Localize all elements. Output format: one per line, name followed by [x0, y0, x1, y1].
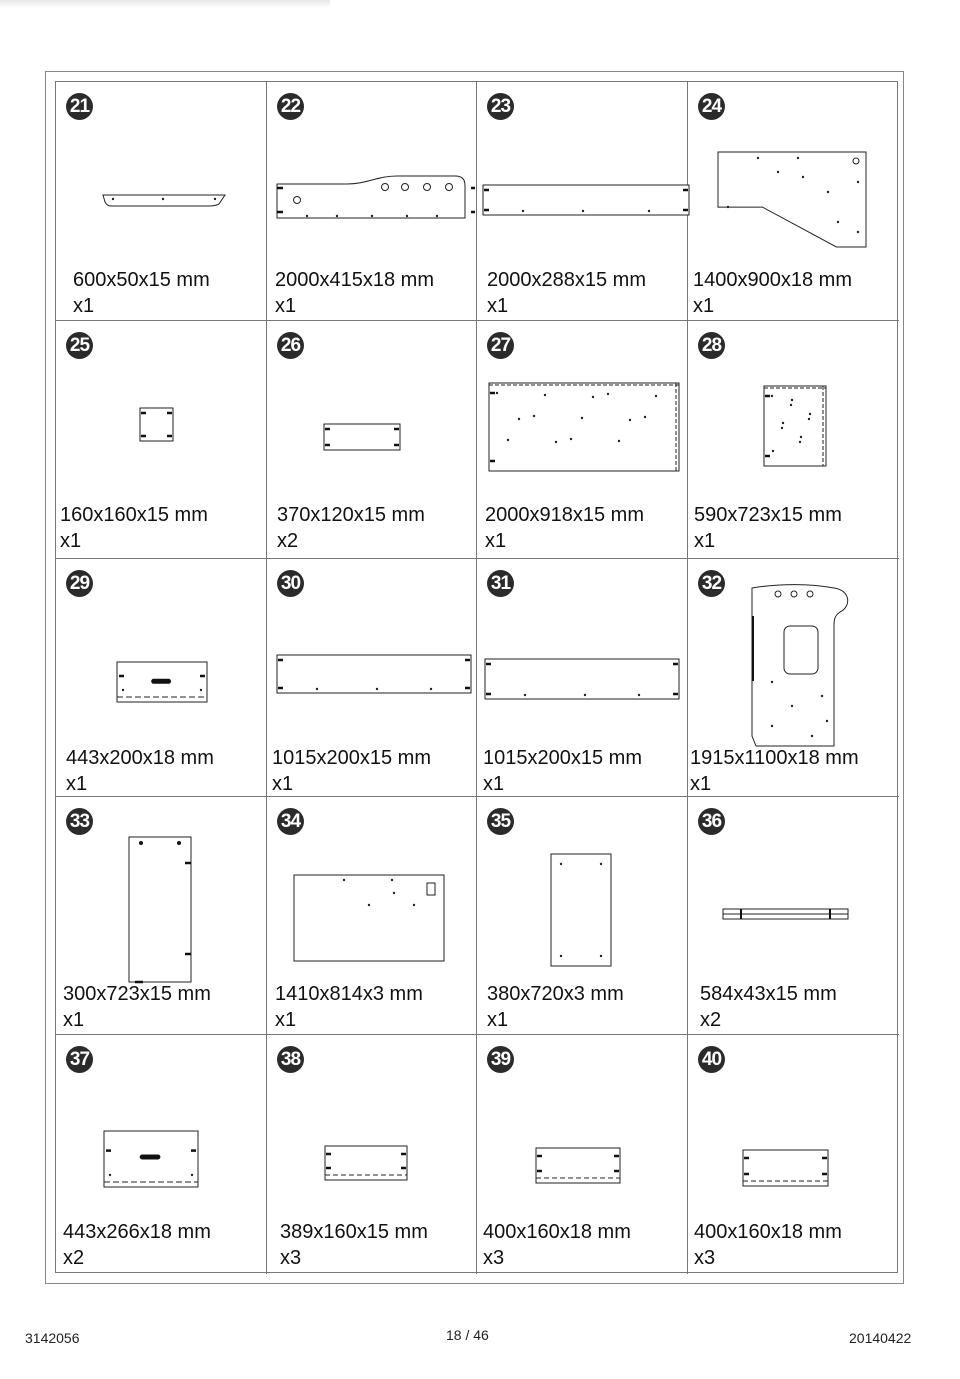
part-dimensions: 370x120x15 mm [277, 504, 425, 526]
part-dimensions: 443x200x18 mm [66, 747, 214, 769]
part-cell [477, 321, 688, 559]
part-cell [56, 1035, 267, 1274]
part-cell [267, 1035, 477, 1274]
part-number-badge: 21 [66, 93, 93, 120]
part-dimensions: 1915x1100x18 mm [690, 747, 859, 769]
part-number-badge: 39 [487, 1046, 514, 1073]
part-number-badge: 24 [698, 93, 725, 120]
part-drawing [324, 424, 400, 450]
part-drawing [117, 662, 207, 702]
part-drawing [723, 909, 848, 919]
part-drawing [752, 586, 854, 746]
part-quantity: x1 [272, 773, 294, 795]
part-quantity: x1 [693, 295, 715, 317]
part-quantity: x3 [483, 1247, 505, 1269]
part-dimensions: 400x160x18 mm [694, 1221, 842, 1243]
part-dimensions: 1015x200x15 mm [483, 747, 642, 769]
part-drawing [129, 837, 191, 982]
part-quantity: x1 [487, 1009, 509, 1031]
part-number-badge: 30 [277, 570, 304, 597]
part-drawing [294, 875, 444, 961]
part-drawing [325, 1146, 407, 1180]
part-quantity: x1 [690, 773, 712, 795]
top-fade [0, 0, 330, 8]
part-cell [267, 797, 477, 1035]
part-cell [688, 82, 899, 321]
parts-grid [55, 81, 898, 1273]
part-cell [267, 321, 477, 559]
part-dimensions: 389x160x15 mm [280, 1221, 428, 1243]
part-quantity: x1 [485, 530, 507, 552]
part-quantity: x1 [275, 1009, 297, 1031]
part-drawing [536, 1148, 620, 1183]
part-cell [267, 82, 477, 321]
part-quantity: x3 [280, 1247, 302, 1269]
part-cell [477, 82, 688, 321]
document-date: 20140422 [849, 1330, 912, 1346]
part-quantity: x1 [275, 295, 297, 317]
part-cell [267, 559, 477, 797]
part-drawing [743, 1150, 828, 1186]
part-cell [56, 321, 267, 559]
part-quantity: x1 [487, 295, 509, 317]
part-number-badge: 33 [66, 808, 93, 835]
page-number: 18 / 46 [446, 1327, 489, 1343]
part-dimensions: 1400x900x18 mm [693, 269, 852, 291]
part-drawing [485, 659, 679, 699]
part-cell [56, 82, 267, 321]
part-drawing [104, 1131, 198, 1187]
part-number-badge: 35 [487, 808, 514, 835]
part-cell [688, 559, 899, 797]
part-number-badge: 29 [66, 570, 93, 597]
part-number-badge: 28 [698, 332, 725, 359]
part-dimensions: 584x43x15 mm [700, 983, 837, 1005]
part-quantity: x1 [483, 773, 505, 795]
part-drawing [140, 408, 173, 441]
part-cell [56, 559, 267, 797]
part-quantity: x1 [60, 530, 82, 552]
part-cell [688, 797, 899, 1035]
part-number-badge: 27 [487, 332, 514, 359]
part-dimensions: 380x720x3 mm [487, 983, 624, 1005]
part-drawing [718, 152, 866, 247]
part-cell [477, 559, 688, 797]
part-dimensions: 2000x288x15 mm [487, 269, 646, 291]
part-number-badge: 26 [277, 332, 304, 359]
part-number-badge: 40 [698, 1046, 725, 1073]
part-quantity: x2 [63, 1247, 85, 1269]
part-drawing [277, 182, 475, 218]
part-dimensions: 2000x918x15 mm [485, 504, 644, 526]
part-dimensions: 300x723x15 mm [63, 983, 211, 1005]
part-cell [56, 797, 267, 1035]
part-quantity: x1 [694, 530, 716, 552]
part-dimensions: 2000x415x18 mm [275, 269, 434, 291]
part-number-badge: 38 [277, 1046, 304, 1073]
part-number-badge: 37 [66, 1046, 93, 1073]
part-dimensions: 443x266x18 mm [63, 1221, 211, 1243]
part-cell [477, 797, 688, 1035]
document-number: 3142056 [25, 1330, 80, 1346]
part-quantity: x3 [694, 1247, 716, 1269]
part-number-badge: 31 [487, 570, 514, 597]
part-dimensions: 1015x200x15 mm [272, 747, 431, 769]
part-number-badge: 34 [277, 808, 304, 835]
part-cell [477, 1035, 688, 1274]
part-cell [688, 321, 899, 559]
part-cell [688, 1035, 899, 1274]
part-quantity: x2 [700, 1009, 722, 1031]
part-dimensions: 590x723x15 mm [694, 504, 842, 526]
part-dimensions: 1410x814x3 mm [275, 983, 423, 1005]
part-number-badge: 32 [698, 570, 725, 597]
part-quantity: x2 [277, 530, 299, 552]
part-number-badge: 25 [66, 332, 93, 359]
part-dimensions: 600x50x15 mm [73, 269, 210, 291]
part-number-badge: 23 [487, 93, 514, 120]
part-quantity: x1 [66, 773, 88, 795]
part-number-badge: 36 [698, 808, 725, 835]
part-drawing [103, 194, 225, 206]
part-number-badge: 22 [277, 93, 304, 120]
part-quantity: x1 [73, 295, 95, 317]
part-drawing [551, 854, 611, 966]
part-drawing [483, 185, 689, 215]
part-dimensions: 160x160x15 mm [60, 504, 208, 526]
part-drawing [489, 383, 679, 471]
part-dimensions: 400x160x18 mm [483, 1221, 631, 1243]
part-drawing [277, 655, 471, 693]
part-quantity: x1 [63, 1009, 85, 1031]
part-drawing [764, 386, 826, 466]
